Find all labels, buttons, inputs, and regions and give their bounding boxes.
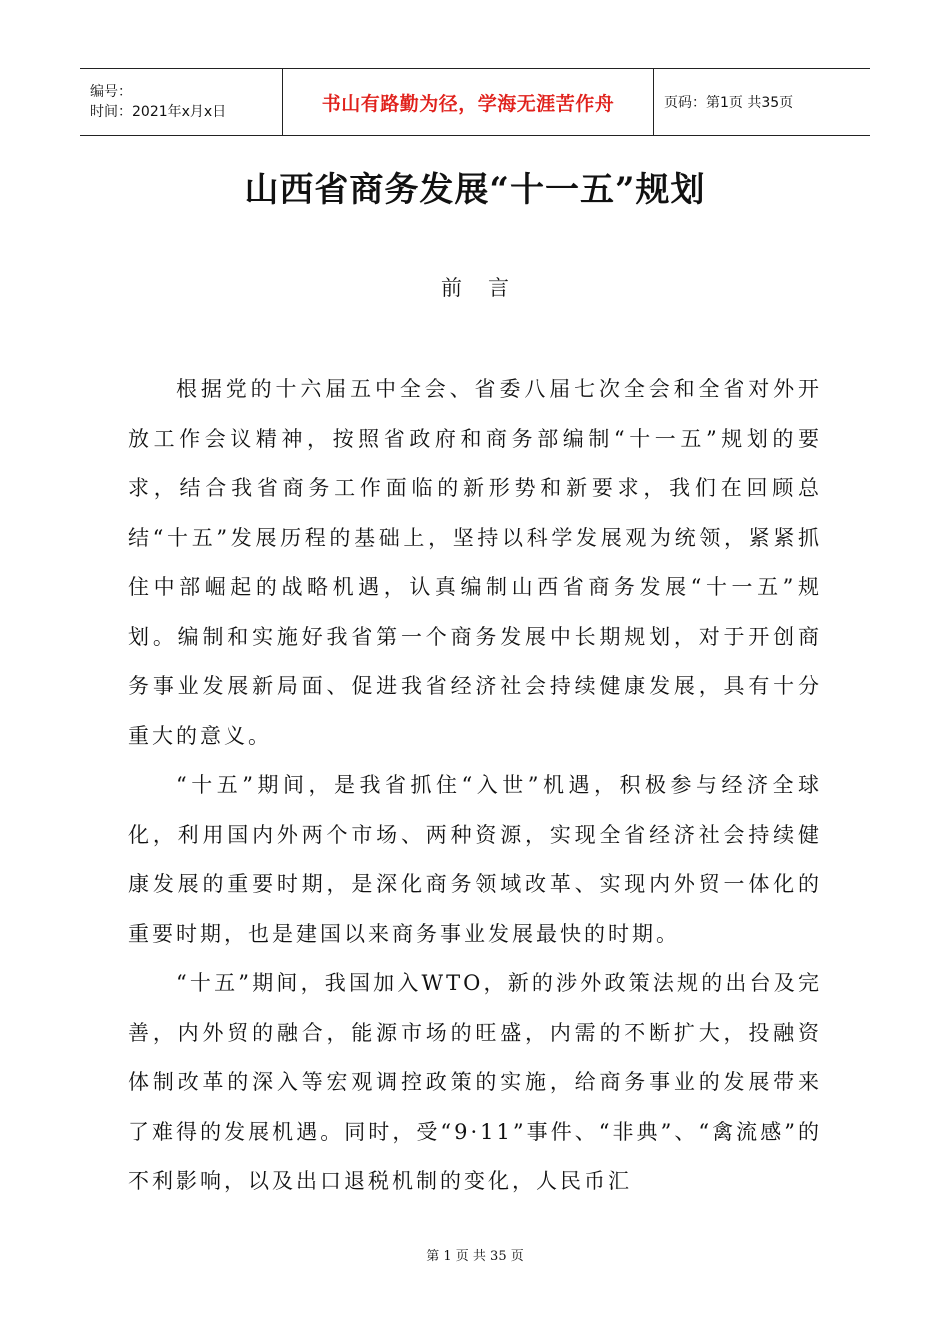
- paragraph-3: “十五”期间，我国加入WTO，新的涉外政策法规的出台及完善，内外贸的融合，能源市场的旺盛，内需的不断扩大，投融资体制改革的深入等宏观调控政策的实施，给商务事业的发展带来了难得的发展机遇。同时，受“9·11”事件、“非典”、“禽流感”的不利影响，以及出口退税机制的变化，人民币汇: [128, 971, 822, 1193]
- document-header: [80, 68, 870, 136]
- page-info: 页码：第1页 共35页: [664, 95, 794, 111]
- time-label: 时间：2021年x月x日: [90, 104, 227, 120]
- body-text: [128, 365, 822, 1207]
- motto: 书山有路勤为径，学海无涯苦作舟: [321, 92, 615, 115]
- header-page-cell: [654, 69, 870, 135]
- number-label: 编号：: [90, 84, 132, 100]
- section-heading: 前言: [441, 276, 535, 300]
- header-motto-cell: [282, 69, 654, 135]
- document-title: 山西省商务发展“十一五”规划: [244, 170, 706, 210]
- page-footer: 第 1 页 共 35 页: [426, 1249, 524, 1264]
- paragraph-2: “十五”期间，是我省抓住“入世”机遇，积极参与经济全球化，利用国内外两个市场、两种资源，实现全省经济社会持续健康发展的重要时期，是深化商务领域改革、实现内外贸一体化的重要时期，也是建国以来商务事业发展最快的时期。: [128, 773, 822, 946]
- header-meta: [80, 69, 282, 135]
- paragraph-1: 根据党的十六届五中全会、省委八届七次全会和全省对外开放工作会议精神，按照省政府和商务部编制“十一五”规划的要求，结合我省商务工作面临的新形势和新要求，我们在回顾总结“十五”发展历程的基础上，坚持以科学发展观为统领，紧紧抓住中部崛起的战略机遇，认真编制山西省商务发展“十一五”规划。编制和实施好我省第一个商务发展中长期规划，对于开创商务事业发展新局面、促进我省经济社会持续健康发展，具有十分重大的意义。: [128, 377, 822, 748]
